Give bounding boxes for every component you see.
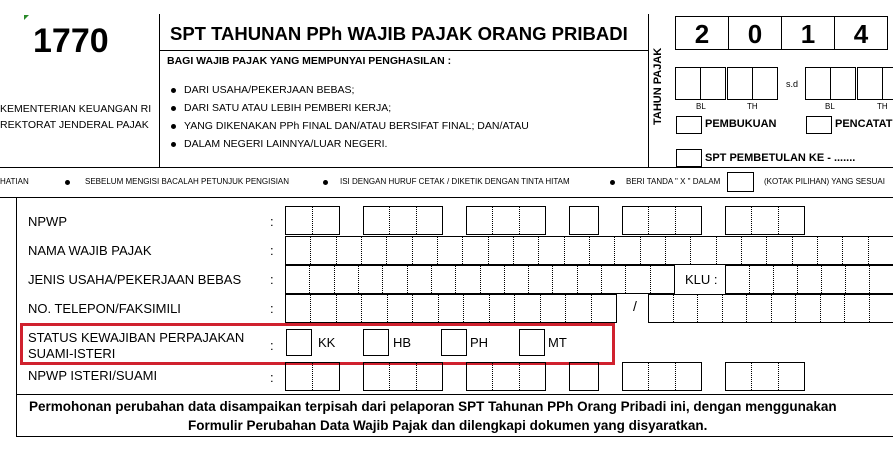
- th-label: TH: [877, 102, 888, 111]
- criteria-item: YANG DIKENAKAN PPh FINAL DAN/ATAU BERSIFAT FINAL; DAN/ATAU: [184, 120, 529, 132]
- pembukuan-label: PEMBUKUAN: [705, 118, 777, 130]
- npwp-isteri-label: NPWP ISTERI/SUAMI: [28, 368, 158, 383]
- npwp-isteri-input[interactable]: [725, 362, 805, 391]
- colon: :: [270, 214, 274, 229]
- criteria-item: DARI USAHA/PEKERJAAN BEBAS;: [184, 84, 355, 96]
- status-hb-label: HB: [393, 335, 412, 350]
- klu-label: KLU :: [685, 272, 718, 287]
- year-digit-box[interactable]: 4: [834, 16, 888, 50]
- footer-note: Formulir Perubahan Data Wajib Pajak dan dilengkapi dokumen yang disyaratkan.: [188, 418, 708, 433]
- period-end-month[interactable]: [830, 67, 856, 100]
- npwp-input[interactable]: [569, 206, 599, 235]
- pembetulan-checkbox[interactable]: [676, 149, 702, 167]
- npwp-input[interactable]: [363, 206, 443, 235]
- pembukuan-checkbox[interactable]: [676, 116, 702, 134]
- npwp-isteri-input[interactable]: [569, 362, 599, 391]
- npwp-isteri-input[interactable]: [622, 362, 702, 391]
- status-label: SUAMI-ISTERI: [28, 346, 116, 361]
- th-label: TH: [747, 102, 758, 111]
- klu-input[interactable]: [725, 265, 893, 294]
- nama-label: NAMA WAJIB PAJAK: [28, 243, 152, 258]
- period-start-month[interactable]: [700, 67, 726, 100]
- npwp-input[interactable]: [466, 206, 546, 235]
- period-end-month[interactable]: [805, 67, 831, 100]
- form-subtitle: BAGI WAJIB PAJAK YANG MEMPUNYAI PENGHASILAN :: [167, 55, 452, 67]
- period-sd-label: s.d: [786, 79, 799, 89]
- npwp-input[interactable]: [725, 206, 805, 235]
- form-title: SPT TAHUNAN PPh WAJIB PAJAK ORANG PRIBADI: [170, 23, 628, 44]
- criteria-item: DARI SATU ATAU LEBIH PEMBERI KERJA;: [184, 102, 392, 114]
- period-start-year[interactable]: [752, 67, 778, 100]
- form-number: 1770: [33, 22, 109, 60]
- criteria-item: DALAM NEGERI LAINNYA/LUAR NEGERI.: [184, 138, 388, 150]
- npwp-isteri-input[interactable]: [466, 362, 546, 391]
- example-checkbox: [727, 172, 754, 192]
- npwp-isteri-input[interactable]: [363, 362, 443, 391]
- period-start-month[interactable]: [675, 67, 701, 100]
- instruction-item: ISI DENGAN HURUF CETAK / DIKETIK DENGAN TINTA HITAM: [340, 177, 570, 186]
- instruction-item-tail: (KOTAK PILIHAN) YANG SESUAI: [764, 177, 885, 186]
- npwp-input[interactable]: [622, 206, 702, 235]
- status-ph-label: PH: [470, 335, 489, 350]
- pencatatan-checkbox[interactable]: [806, 116, 832, 134]
- bl-label: BL: [696, 102, 706, 111]
- ministry-line-1: KEMENTERIAN KEUANGAN RI: [0, 103, 152, 115]
- pencatatan-label: PENCATAT: [835, 118, 893, 130]
- colon: :: [270, 243, 274, 258]
- status-highlight-frame: [20, 323, 615, 365]
- year-digit-box[interactable]: 1: [781, 16, 835, 50]
- instruction-lead: HATIAN: [0, 177, 29, 186]
- telepon-input[interactable]: [285, 294, 617, 323]
- colon: :: [270, 338, 274, 353]
- corner-mark: [24, 15, 29, 20]
- tax-year-label: TAHUN PAJAK: [652, 47, 664, 125]
- jenis-usaha-input[interactable]: [285, 265, 675, 294]
- colon: :: [270, 272, 274, 287]
- status-mt-label: MT: [548, 335, 567, 350]
- colon: :: [270, 301, 274, 316]
- faksimili-input[interactable]: [648, 294, 893, 323]
- colon: :: [270, 370, 274, 385]
- bl-label: BL: [825, 102, 835, 111]
- status-label: STATUS KEWAJIBAN PERPAJAKAN: [28, 330, 245, 345]
- pembetulan-label: SPT PEMBETULAN KE - .......: [705, 152, 856, 164]
- year-digit-box[interactable]: 2: [675, 16, 729, 50]
- jenis-usaha-label: JENIS USAHA/PEKERJAAN BEBAS: [28, 272, 242, 287]
- telepon-separator: /: [633, 298, 637, 314]
- npwp-isteri-input[interactable]: [285, 362, 340, 391]
- npwp-input[interactable]: [285, 206, 340, 235]
- telepon-label: NO. TELEPON/FAKSIMILI: [28, 301, 181, 316]
- npwp-label: NPWP: [28, 214, 67, 229]
- nama-input[interactable]: [285, 236, 893, 265]
- period-end-year[interactable]: [857, 67, 883, 100]
- year-digit-box[interactable]: 0: [728, 16, 782, 50]
- instruction-item: SEBELUM MENGISI BACALAH PETUNJUK PENGISIAN: [85, 177, 290, 186]
- footer-note: Permohonan perubahan data disampaikan terpisah dari pelaporan SPT Tahunan PPh Orang Pribadi ini, dengan menggunakan: [29, 399, 837, 414]
- status-kk-label: KK: [318, 335, 336, 350]
- period-start-year[interactable]: [727, 67, 753, 100]
- ministry-line-2: REKTORAT JENDERAL PAJAK: [0, 119, 149, 131]
- period-end-year[interactable]: [882, 67, 893, 100]
- instruction-item: BERI TANDA " X " DALAM: [626, 177, 721, 186]
